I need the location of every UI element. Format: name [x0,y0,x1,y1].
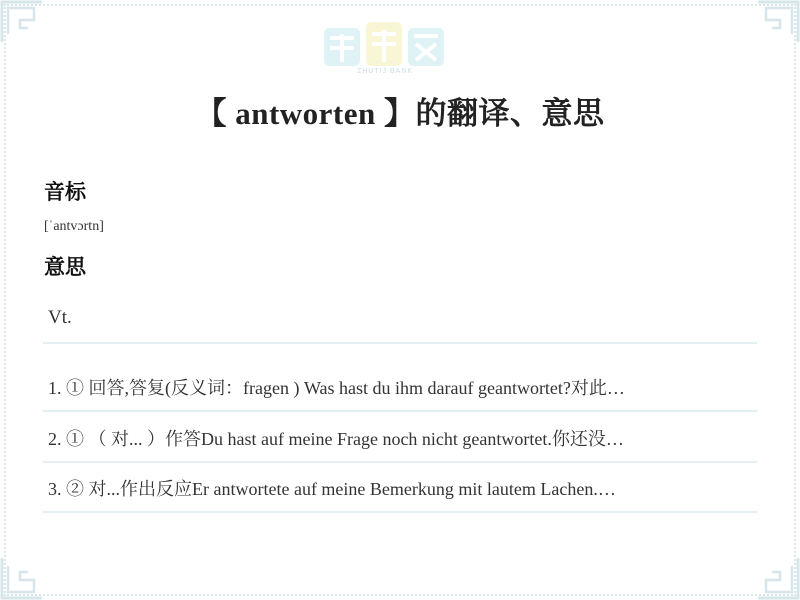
meaning-heading: 意思 [44,255,86,279]
corner-ornament-bottom-left [0,556,44,600]
divider [43,461,757,463]
corner-ornament-top-right [756,0,800,44]
watermark-text: ZHUTIJ BANK [356,68,414,75]
definition-entry: 1. ① 回答,答复(反义词：fragen ) Was hast du ihm darauf geantwortet?对此… [48,378,625,398]
divider [43,410,757,412]
page-title: 【 antworten 】的翻译、意思 [195,96,605,131]
definition-entry: 2. ① （ 对... ）作答Du hast auf meine Frage noch nicht geantwortet.你还没… [48,429,624,449]
definition-entry: 3. ② 对...作出反应Er antwortete auf meine Bemerkung mit lautem Lachen.… [48,479,616,499]
divider [43,511,757,513]
corner-ornament-bottom-right [756,556,800,600]
phonetic-transcription: [ˈantvɔrtn] [44,219,104,234]
corner-ornament-top-left [0,0,44,44]
part-of-speech-label: Vt. [48,307,72,328]
phonetic-heading: 音标 [44,180,86,204]
divider [43,342,757,344]
